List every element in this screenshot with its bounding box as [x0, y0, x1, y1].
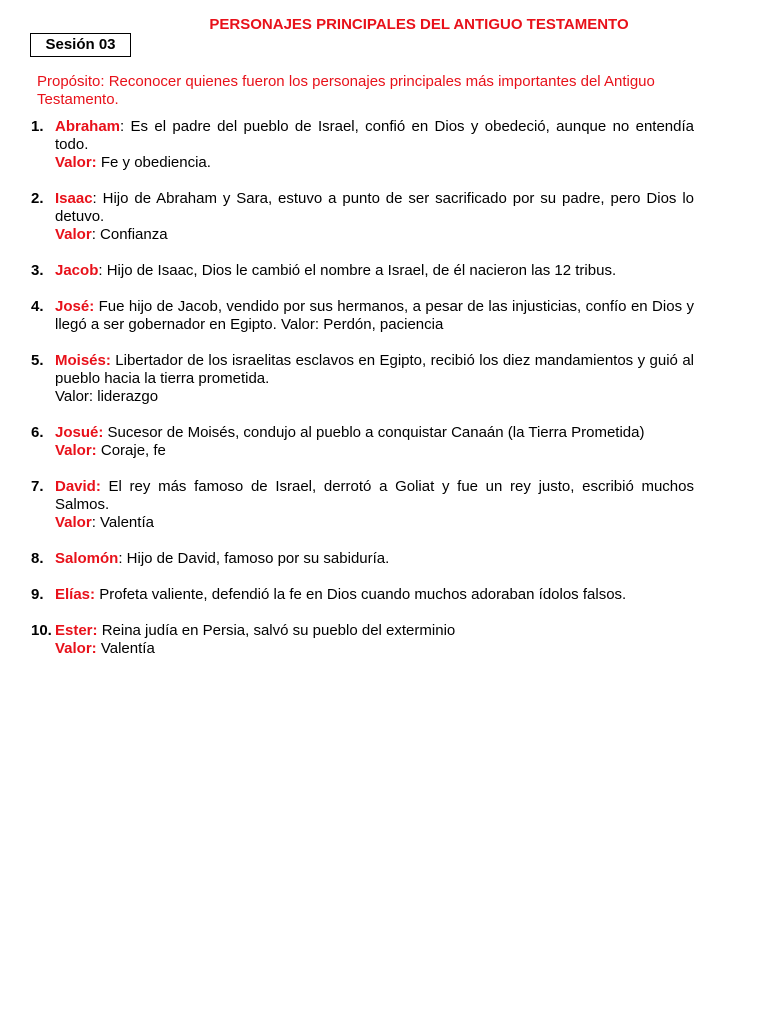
list-item — [0, 262, 768, 280]
value-line — [55, 640, 694, 658]
character-name: Salomón — [55, 550, 119, 567]
value-label: Valor — [55, 226, 92, 243]
character-description: : Hijo de David, famoso por su sabiduría. — [118, 550, 390, 567]
item-number: 5. — [31, 352, 44, 369]
value-label: Valor: — [55, 640, 97, 657]
character-description: : Es el padre del pueblo de Israel, confió en Dios y obedeció, aunque no entendía todo. — [55, 118, 694, 153]
character-name: David: — [55, 478, 101, 495]
value-label: Valor — [55, 514, 92, 531]
character-name: José: — [55, 298, 95, 315]
item-number: 4. — [31, 298, 44, 315]
character-name: Elías: — [55, 586, 96, 603]
character-name: Jacob — [55, 262, 99, 279]
value-text: Valentía — [96, 640, 155, 657]
list-item — [0, 478, 768, 532]
value-text: Coraje, fe — [96, 442, 166, 459]
value-text: Fe y obediencia. — [96, 154, 211, 171]
list-item — [0, 118, 768, 172]
character-name: Isaac — [55, 190, 93, 207]
character-description: Profeta valiente, defendió la fe en Dios cuando muchos adoraban ídolos falsos. — [95, 586, 627, 603]
character-description: : Hijo de Isaac, Dios le cambió el nombre a Israel, de él nacieron las 12 tribus. — [98, 262, 617, 279]
character-description: El rey más famoso de Israel, derrotó a Goliat y fue un rey justo, escribió muchos Salmos. — [55, 478, 694, 513]
value-line: Valor: liderazgo — [55, 388, 159, 405]
character-description: Fue hijo de Jacob, vendido por sus hermanos, a pesar de las injusticias, confío en Dios y llegó a ser gobernador en Egipto. Valor: Perdón, paciencia — [55, 298, 694, 333]
character-name: Ester: — [55, 622, 98, 639]
character-description: Reina judía en Persia, salvó su pueblo del exterminio — [97, 622, 456, 639]
item-number: 6. — [31, 424, 44, 441]
list-item — [0, 622, 768, 658]
item-number: 1. — [31, 118, 44, 135]
value-line — [55, 442, 694, 460]
purpose-text: Propósito: Reconocer quienes fueron los personajes principales más importantes del Antiguo Testamento. — [37, 73, 655, 108]
value-line — [55, 514, 694, 532]
character-name: Abraham — [55, 118, 121, 135]
character-description: Sucesor de Moisés, condujo al pueblo a conquistar Canaán (la Tierra Prometida) — [103, 424, 645, 441]
characters-list — [0, 118, 768, 676]
list-item — [0, 352, 768, 406]
value-text: : Confianza — [91, 226, 168, 243]
list-item — [0, 424, 768, 460]
item-number: 9. — [31, 586, 44, 603]
value-label: Valor: — [55, 154, 97, 171]
list-item — [0, 190, 768, 244]
character-name: Moisés: — [55, 352, 111, 369]
item-number: 10. — [31, 622, 52, 639]
list-item — [0, 586, 768, 604]
character-description: Libertador de los israelitas esclavos en Egipto, recibió los diez mandamientos y guió al pueblo hacia la tierra prometida. — [55, 352, 694, 387]
session-label: Sesión 03 — [30, 33, 131, 57]
value-label: Valor: — [55, 442, 97, 459]
list-item — [0, 298, 768, 334]
value-line — [55, 154, 694, 172]
item-number: 3. — [31, 262, 44, 279]
item-number: 7. — [31, 478, 44, 495]
value-line — [55, 226, 694, 244]
character-description: : Hijo de Abraham y Sara, estuvo a punto de ser sacrificado por su padre, pero Dios lo detuvo. — [55, 190, 694, 225]
page-title: PERSONAJES PRINCIPALES DEL ANTIGUO TESTAMENTO — [209, 16, 629, 33]
list-item — [0, 550, 768, 568]
character-name: Josué: — [55, 424, 104, 441]
item-number: 8. — [31, 550, 44, 567]
value-text: : Valentía — [91, 514, 154, 531]
item-number: 2. — [31, 190, 44, 207]
